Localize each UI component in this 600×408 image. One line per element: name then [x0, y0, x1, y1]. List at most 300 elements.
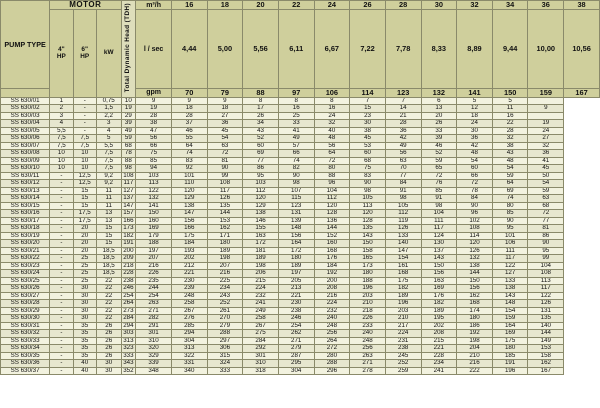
row-head-value-1: 291 [136, 322, 172, 330]
row-head-value-11: 11 [492, 105, 528, 113]
table-row [1, 135, 600, 143]
row-pump-type: SS 630/32 [1, 330, 50, 338]
row-pump-type: SS 630/04 [1, 120, 50, 128]
row-head-value-2: 322 [171, 352, 207, 360]
row-head-value-3: 63 [207, 142, 243, 150]
row-head-value-11: 95 [492, 225, 528, 233]
row-head-value-9: 130 [421, 240, 457, 248]
row-head-value-2: 202 [171, 255, 207, 263]
row-head-value-3: 243 [207, 292, 243, 300]
row-head-value-0: 182 [121, 232, 136, 240]
row-head-value-4: 17 [243, 105, 279, 113]
row-head-value-1: 271 [136, 307, 172, 315]
row-head-value-6: 288 [314, 360, 350, 368]
row-head-value-9: 182 [421, 300, 457, 308]
row-head-value-4: 26 [243, 112, 279, 120]
row-head-value-3: 216 [207, 270, 243, 278]
row-kw: 22 [96, 292, 121, 300]
row-head-value-10: 174 [457, 307, 493, 315]
row-head-value-4: 52 [243, 135, 279, 143]
table-row [1, 322, 600, 330]
row-head-value-3: 9 [207, 97, 243, 105]
row-head-value-10: 72 [457, 180, 493, 188]
header-motor: MOTOR [50, 1, 121, 10]
row-kw: 22 [96, 285, 121, 293]
row-head-value-5: 33 [278, 120, 314, 128]
row-head-value-7: 15 [350, 105, 386, 113]
row-head-value-9: 137 [421, 247, 457, 255]
row-head-value-8: 98 [385, 195, 421, 203]
row-head-value-9: 39 [421, 135, 457, 143]
row-head-value-9: 202 [421, 322, 457, 330]
row-head-value-12: 86 [528, 232, 564, 240]
row-hp-4inch: 10 [50, 150, 73, 158]
row-head-value-2: 18 [171, 105, 207, 113]
row-hp-6inch: 35 [73, 322, 96, 330]
row-pump-type: SS 630/03 [1, 112, 50, 120]
header-unit-lsec: l / sec [136, 10, 172, 89]
row-kw: 11 [96, 187, 121, 195]
row-head-value-2: 166 [171, 225, 207, 233]
row-head-value-1: 75 [136, 150, 172, 158]
row-head-value-2: 331 [171, 360, 207, 368]
row-pump-type: SS 630/33 [1, 337, 50, 345]
row-head-value-8: 91 [385, 187, 421, 195]
table-row [1, 127, 600, 135]
row-head-value-4: 206 [243, 270, 279, 278]
row-head-value-11: 106 [492, 240, 528, 248]
row-hp-4inch: - [50, 330, 73, 338]
row-head-value-0: 200 [121, 247, 136, 255]
flow-gpm-12: 167 [564, 89, 600, 98]
row-head-value-2: 212 [171, 262, 207, 270]
row-head-value-4: 163 [243, 232, 279, 240]
row-head-value-12: 54 [528, 180, 564, 188]
row-head-value-7: 218 [350, 307, 386, 315]
table-row [1, 285, 600, 293]
row-pump-type: SS 630/37 [1, 367, 50, 375]
row-kw: 3 [96, 120, 121, 128]
row-kw: 22 [96, 307, 121, 315]
row-head-value-3: 108 [207, 180, 243, 188]
row-hp-4inch: 10 [50, 157, 73, 165]
row-head-value-10: 162 [457, 292, 493, 300]
row-hp-6inch: 30 [73, 307, 96, 315]
row-head-value-8: 238 [385, 345, 421, 353]
row-head-value-4: 232 [243, 292, 279, 300]
row-head-value-0: 246 [121, 285, 136, 293]
row-head-value-12: 135 [528, 315, 564, 323]
row-kw: 5 [96, 135, 121, 143]
row-head-value-7: 226 [350, 315, 386, 323]
row-hp-6inch: 10 [73, 165, 96, 173]
row-head-value-0: 68 [121, 142, 136, 150]
row-head-value-10: 222 [457, 367, 493, 375]
row-head-value-1: 282 [136, 315, 172, 323]
row-head-value-7: 210 [350, 300, 386, 308]
row-head-value-3: 36 [207, 120, 243, 128]
row-head-value-2: 138 [171, 202, 207, 210]
row-head-value-8: 14 [385, 105, 421, 113]
row-pump-type: SS 630/22 [1, 255, 50, 263]
row-head-value-11: 122 [492, 262, 528, 270]
row-head-value-6: 168 [314, 247, 350, 255]
row-head-value-4: 8 [243, 97, 279, 105]
row-head-value-6: 152 [314, 232, 350, 240]
row-head-value-4: 120 [243, 195, 279, 203]
row-head-value-6: 208 [314, 285, 350, 293]
row-head-value-8: 56 [385, 150, 421, 158]
row-head-value-4: 69 [243, 150, 279, 158]
row-hp-4inch: 2 [50, 105, 73, 113]
row-head-value-4: 198 [243, 262, 279, 270]
row-hp-4inch: 4 [50, 120, 73, 128]
row-head-value-12: 72 [528, 210, 564, 218]
row-kw: 2,2 [96, 112, 121, 120]
row-kw: 15 [96, 232, 121, 240]
row-head-value-5: 98 [278, 180, 314, 188]
row-head-value-5: 74 [278, 157, 314, 165]
table-row [1, 165, 600, 173]
row-head-value-0: 323 [121, 345, 136, 353]
row-head-value-1: 216 [136, 262, 172, 270]
row-hp-4inch: - [50, 337, 73, 345]
flow-gpm-7: 123 [385, 89, 421, 98]
row-hp-6inch: 30 [73, 300, 96, 308]
row-head-value-10: 90 [457, 202, 493, 210]
row-head-value-2: 267 [171, 307, 207, 315]
row-hp-6inch: 7,5 [73, 135, 96, 143]
row-head-value-11: 185 [492, 352, 528, 360]
row-head-value-1: 66 [136, 142, 172, 150]
row-head-value-3: 162 [207, 225, 243, 233]
row-head-value-11: 159 [492, 315, 528, 323]
row-head-value-11: 117 [492, 255, 528, 263]
row-head-value-11: 138 [492, 285, 528, 293]
row-head-value-9: 65 [421, 165, 457, 173]
row-head-value-2: 28 [171, 112, 207, 120]
row-head-value-11: 22 [492, 120, 528, 128]
row-head-value-1: 56 [136, 135, 172, 143]
row-head-value-11: 148 [492, 300, 528, 308]
row-head-value-0: 238 [121, 277, 136, 285]
row-head-value-0: 273 [121, 307, 136, 315]
row-head-value-5: 271 [278, 337, 314, 345]
row-head-value-7: 120 [350, 210, 386, 218]
flow-gpm-8: 132 [421, 89, 457, 98]
row-head-value-6: 56 [314, 142, 350, 150]
row-head-value-8: 161 [385, 262, 421, 270]
row-head-value-3: 171 [207, 232, 243, 240]
row-head-value-1: 9 [136, 97, 172, 105]
row-hp-4inch: - [50, 180, 73, 188]
row-head-value-2: 156 [171, 217, 207, 225]
flow-gpm-5: 106 [314, 89, 350, 98]
row-head-value-5: 197 [278, 270, 314, 278]
row-head-value-7: 158 [350, 247, 386, 255]
row-head-value-5: 262 [278, 330, 314, 338]
row-head-value-3: 297 [207, 337, 243, 345]
row-head-value-0: 49 [121, 127, 136, 135]
row-head-value-11: 43 [492, 150, 528, 158]
row-pump-type: SS 630/05 [1, 127, 50, 135]
row-head-value-4: 258 [243, 315, 279, 323]
row-head-value-1: 179 [136, 232, 172, 240]
flow-m3h-3: 20 [243, 1, 279, 10]
row-hp-6inch: - [73, 120, 96, 128]
table-row [1, 360, 600, 368]
row-pump-type: SS 630/09 [1, 157, 50, 165]
row-head-value-6: 192 [314, 270, 350, 278]
row-head-value-7: 143 [350, 232, 386, 240]
row-head-value-5: 213 [278, 285, 314, 293]
row-head-value-4: 318 [243, 367, 279, 375]
row-pump-type: SS 630/12 [1, 180, 50, 188]
row-head-value-3: 198 [207, 255, 243, 263]
row-head-value-4: 155 [243, 225, 279, 233]
row-pump-type: SS 630/21 [1, 247, 50, 255]
row-kw: 7,5 [96, 150, 121, 158]
row-head-value-9: 124 [421, 232, 457, 240]
row-head-value-3: 45 [207, 127, 243, 135]
row-head-value-3: 126 [207, 195, 243, 203]
row-head-value-2: 294 [171, 330, 207, 338]
row-head-value-2: 129 [171, 195, 207, 203]
flow-m3h-7: 28 [385, 1, 421, 10]
row-hp-6inch: 35 [73, 337, 96, 345]
row-head-value-10: 186 [457, 322, 493, 330]
row-head-value-1: 113 [136, 180, 172, 188]
row-head-value-8: 49 [385, 142, 421, 150]
row-head-value-9: 189 [421, 307, 457, 315]
row-head-value-12 [528, 112, 564, 120]
row-head-value-7: 60 [350, 150, 386, 158]
row-head-value-0: 218 [121, 262, 136, 270]
row-head-value-11: 32 [492, 135, 528, 143]
row-pump-type: SS 630/20 [1, 240, 50, 248]
row-head-value-0: 264 [121, 300, 136, 308]
row-kw: 26 [96, 352, 121, 360]
row-head-value-4: 215 [243, 277, 279, 285]
row-kw: 22 [96, 315, 121, 323]
row-pump-type: SS 630/31 [1, 322, 50, 330]
row-head-value-3: 180 [207, 240, 243, 248]
flow-lsec-7: 7,78 [385, 10, 421, 89]
row-head-value-9: 163 [421, 277, 457, 285]
row-pump-type: SS 630/11 [1, 172, 50, 180]
row-head-value-10: 138 [457, 262, 493, 270]
row-head-value-7: 180 [350, 270, 386, 278]
row-kw: 22 [96, 277, 121, 285]
row-head-value-1: 132 [136, 195, 172, 203]
row-hp-6inch: 30 [73, 285, 96, 293]
flow-m3h-8: 30 [421, 1, 457, 10]
row-head-value-9: 72 [421, 172, 457, 180]
row-head-value-7: 233 [350, 322, 386, 330]
row-head-value-12: 131 [528, 307, 564, 315]
row-head-value-2: 184 [171, 240, 207, 248]
row-head-value-5: 131 [278, 210, 314, 218]
row-head-value-4: 95 [243, 172, 279, 180]
row-head-value-10: 114 [457, 232, 493, 240]
row-head-value-0: 39 [121, 120, 136, 128]
row-head-value-12: 90 [528, 240, 564, 248]
flow-gpm-6: 114 [350, 89, 386, 98]
row-hp-4inch: - [50, 247, 73, 255]
row-head-value-9: 215 [421, 337, 457, 345]
row-head-value-8: 21 [385, 112, 421, 120]
row-head-value-10: 60 [457, 165, 493, 173]
header-unit-m3h: m³/h [136, 1, 172, 10]
row-head-value-8: 70 [385, 165, 421, 173]
row-hp-4inch: - [50, 232, 73, 240]
row-hp-4inch: - [50, 277, 73, 285]
row-head-value-5: 57 [278, 142, 314, 150]
row-hp-4inch: - [50, 202, 73, 210]
row-head-value-7: 90 [350, 180, 386, 188]
row-head-value-4: 181 [243, 247, 279, 255]
row-head-value-6: 256 [314, 330, 350, 338]
flow-m3h-10: 34 [492, 1, 528, 10]
row-kw: 18,5 [96, 255, 121, 263]
row-hp-4inch: - [50, 172, 73, 180]
row-head-value-5: 295 [278, 360, 314, 368]
row-head-value-6: 112 [314, 195, 350, 203]
row-head-value-12: 81 [528, 225, 564, 233]
row-head-value-12: 59 [528, 187, 564, 195]
table-row [1, 337, 600, 345]
row-hp-4inch: - [50, 300, 73, 308]
row-head-value-8: 7 [385, 97, 421, 105]
row-head-value-2: 64 [171, 142, 207, 150]
header-unit-gpm: gpm [136, 89, 172, 98]
row-pump-type: SS 630/15 [1, 202, 50, 210]
row-hp-4inch: 1 [50, 97, 73, 105]
row-head-value-9: 91 [421, 195, 457, 203]
row-head-value-1: 103 [136, 172, 172, 180]
row-head-value-11: 143 [492, 292, 528, 300]
row-head-value-3: 315 [207, 352, 243, 360]
row-head-value-10: 120 [457, 240, 493, 248]
row-pump-type: SS 630/16 [1, 210, 50, 218]
row-head-value-5: 123 [278, 202, 314, 210]
flow-lsec-3: 5,56 [243, 10, 279, 89]
row-head-value-4: 77 [243, 157, 279, 165]
row-head-value-0: 294 [121, 322, 136, 330]
row-head-value-3: 90 [207, 165, 243, 173]
row-head-value-8: 63 [385, 157, 421, 165]
row-head-value-0: 209 [121, 255, 136, 263]
row-hp-6inch: 25 [73, 262, 96, 270]
row-head-value-7: 203 [350, 292, 386, 300]
row-head-value-1: 301 [136, 330, 172, 338]
row-hp-4inch: - [50, 217, 73, 225]
row-head-value-3: 324 [207, 360, 243, 368]
row-head-value-7: 248 [350, 337, 386, 345]
row-hp-6inch: 15 [73, 187, 96, 195]
row-head-value-2: 239 [171, 285, 207, 293]
row-head-value-11: 101 [492, 232, 528, 240]
flow-m3h-9: 32 [457, 1, 493, 10]
row-head-value-6: 240 [314, 315, 350, 323]
table-row [1, 255, 600, 263]
row-head-value-7: 263 [350, 352, 386, 360]
row-head-value-6: 88 [314, 172, 350, 180]
row-head-value-8: 175 [385, 277, 421, 285]
row-head-value-8: 189 [385, 292, 421, 300]
flow-lsec-10: 9,44 [492, 10, 528, 89]
table-row [1, 240, 600, 248]
row-head-value-10: 78 [457, 187, 493, 195]
row-head-value-8: 168 [385, 270, 421, 278]
row-head-value-0: 29 [121, 112, 136, 120]
row-head-value-4: 249 [243, 307, 279, 315]
row-head-value-1: 235 [136, 277, 172, 285]
row-head-value-0: 19 [121, 105, 136, 113]
row-head-value-6: 64 [314, 150, 350, 158]
row-head-value-11: 59 [492, 172, 528, 180]
row-head-value-8: 133 [385, 232, 421, 240]
row-head-value-9: 241 [421, 367, 457, 375]
row-head-value-8: 140 [385, 240, 421, 248]
row-head-value-4: 43 [243, 127, 279, 135]
row-head-value-11: 169 [492, 330, 528, 338]
row-head-value-12: 36 [528, 150, 564, 158]
table-row [1, 112, 600, 120]
row-kw: 11 [96, 202, 121, 210]
row-head-value-8: 119 [385, 217, 421, 225]
row-head-value-3: 99 [207, 172, 243, 180]
row-head-value-3: 27 [207, 112, 243, 120]
row-head-value-6: 216 [314, 292, 350, 300]
row-head-value-9: 208 [421, 330, 457, 338]
row-head-value-11: 180 [492, 345, 528, 353]
table-row [1, 307, 600, 315]
row-hp-6inch: 20 [73, 225, 96, 233]
row-pump-type: SS 630/10 [1, 165, 50, 173]
row-head-value-1: 150 [136, 210, 172, 218]
row-pump-type: SS 630/19 [1, 232, 50, 240]
row-head-value-2: 101 [171, 172, 207, 180]
flow-m3h-1: 16 [171, 1, 207, 10]
table-row [1, 345, 600, 353]
row-head-value-2: 248 [171, 292, 207, 300]
row-head-value-1: 47 [136, 127, 172, 135]
row-pump-type: SS 630/26 [1, 285, 50, 293]
row-head-value-0: 127 [121, 187, 136, 195]
row-head-value-1: 320 [136, 345, 172, 353]
row-head-value-6: 48 [314, 135, 350, 143]
row-head-value-5: 189 [278, 262, 314, 270]
row-head-value-4: 267 [243, 322, 279, 330]
row-head-value-6: 184 [314, 262, 350, 270]
row-kw: 4 [96, 127, 121, 135]
row-head-value-11: 85 [492, 210, 528, 218]
row-hp-6inch: 35 [73, 345, 96, 353]
row-head-value-0: 117 [121, 180, 136, 188]
row-kw: 26 [96, 322, 121, 330]
row-kw: 26 [96, 337, 121, 345]
row-head-value-6: 40 [314, 127, 350, 135]
flow-m3h-11: 36 [528, 1, 564, 10]
row-head-value-11: 28 [492, 127, 528, 135]
row-kw: 13 [96, 210, 121, 218]
row-head-value-7: 271 [350, 360, 386, 368]
table-row [1, 225, 600, 233]
row-head-value-1: 207 [136, 255, 172, 263]
row-pump-type: SS 630/34 [1, 345, 50, 353]
row-hp-4inch: - [50, 195, 73, 203]
